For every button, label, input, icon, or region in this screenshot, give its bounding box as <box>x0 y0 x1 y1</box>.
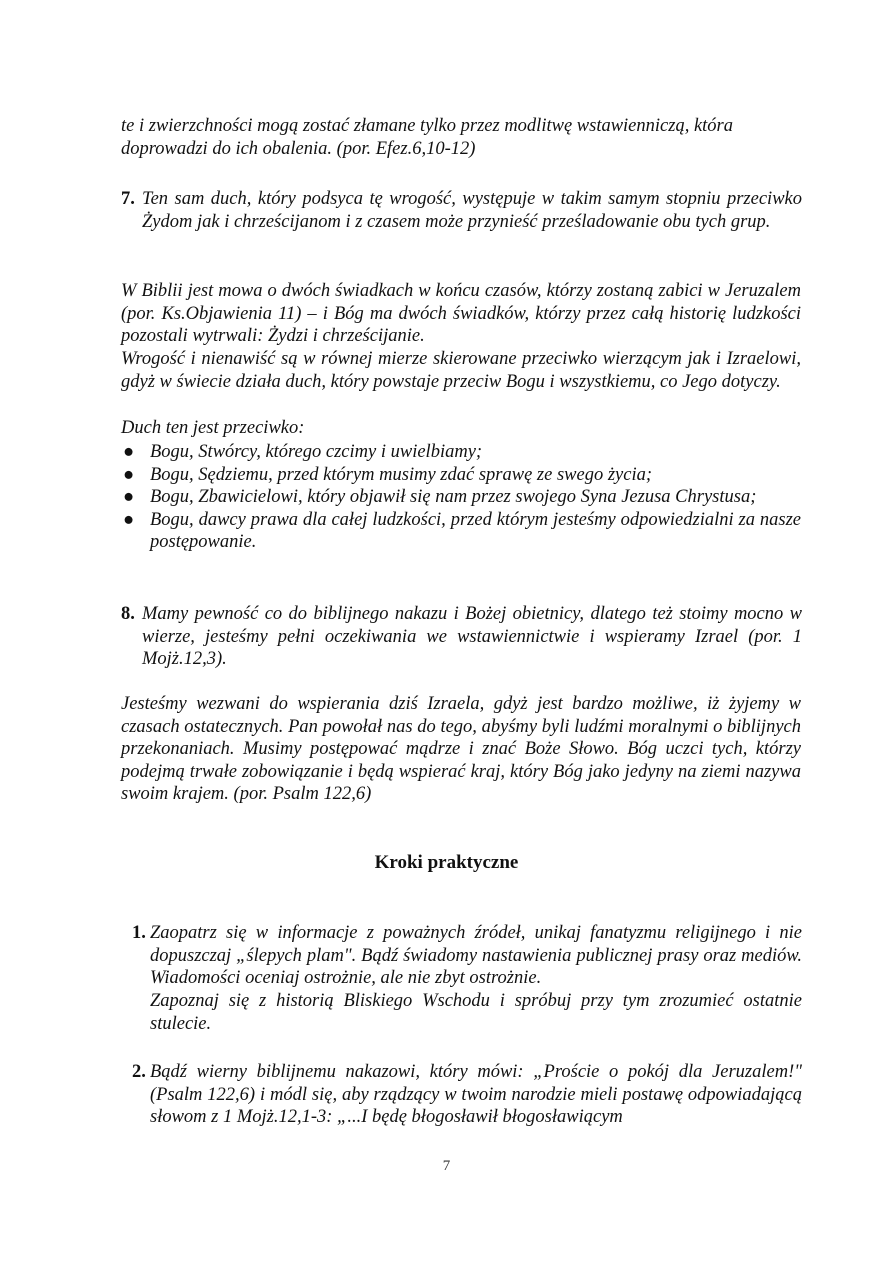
intro-line-2: doprowadzi do ich obalenia. (por. Efez.6,10-12) <box>121 138 476 159</box>
item-7-text: Ten sam duch, który podsyca tę wrogość, występuje w takim samym stopniu przeciwko Żydom jak i chrześcijanom i z czasem może przynieść prześladowanie obu tych grup. <box>142 189 802 232</box>
step-2-number: 2. <box>132 1062 146 1082</box>
step-2-text: Bądź wierny biblijnemu nakazowi, który mówi: „Proście o pokój dla Jeruzalem!" (Psalm 122,6) i módl się, aby rządzący w twoim narodzie mieli postawę odpowiadającą słowom z 1 Mojż.12,1-3: „...I będę błogosławił błogosławiącym <box>150 1062 802 1127</box>
list-item: ● Bogu, dawcy prawa dla całej ludzkości, przed którym jesteśmy odpowiedzialni za nasze postępowanie. <box>123 509 801 552</box>
page-number: 7 <box>442 1158 451 1174</box>
intro-paragraph <box>121 115 801 160</box>
bullet-icon: ● <box>123 487 135 507</box>
list-item: ● Bogu, Zbawicielowi, który objawił się nam przez swojego Syna Jezusa Chrystusa; <box>123 487 757 507</box>
item-7-number: 7. <box>121 189 135 209</box>
list-item: ● Bogu, Sędziemu, przed którym musimy zdać sprawę ze swego życia; <box>123 464 652 485</box>
hatred-paragraph: Wrogość i nienawiść są w równej mierze skierowane przeciwko wierzącym jak i Izraelowi, gdyż w świecie działa duch, który powstaje przeciw Bogu i wszystkiemu, co Jego dotyczy. <box>121 349 801 392</box>
step-1-number: 1. <box>132 923 146 943</box>
step-1-text-2: Zapoznaj się z historią Bliskiego Wschodu i spróbuj przy tym zrozumieć ostatnie stulecie. <box>150 991 802 1034</box>
step-1-text: Zaopatrz się w informacje z poważnych źródeł, unikaj fanatyzmu religijnego i nie dopuszczaj „ślepych plam". Bądź świadomy nastawienia publicznej prasy oraz mediów. Wiadomości oceniaj ostrożnie, ale nie zbyt ostrożnie. <box>150 923 802 988</box>
spirit-intro: Duch ten jest przeciwko: <box>121 418 305 438</box>
item-8-number: 8. <box>121 604 135 624</box>
bullet-icon: ● <box>123 509 135 530</box>
called-paragraph: Jesteśmy wezwani do wspierania dziś Izraela, gdyż jest bardzo możliwe, iż żyjemy w czasach ostatecznych. Pan powołał nas do tego, abyśmy byli ludźmi moralnymi o biblijnych przekonaniach. Musimy postępować mądrze i znać Boże Słowo. Bóg uczci tych, którzy podejmą trwałe zobowiązanie i będą wspierać kraj, który Bóg jako jedyny na ziemi nazywa swoim krajem. (por. Psalm 122,6) <box>121 694 801 804</box>
bullet-icon: ● <box>123 442 135 462</box>
witnesses-paragraph: W Biblii jest mowa o dwóch świadkach w końcu czasów, którzy zostaną zabici w Jeruzalem (por. Ks.Objawienia 11) – i Bóg ma dwóch świadków, którzy przez całą historię ludzkości pozostali wytrwali: Żydzi i chrześcijanie. <box>121 281 801 346</box>
intro-line-1: te i zwierzchności mogą zostać złamane tylko przez modlitwę wstawienniczą, która <box>121 116 733 136</box>
item-8-text: Mamy pewność co do biblijnego nakazu i Bożej obietnicy, dlatego też stoimy mocno w wierze, jesteśmy pełni oczekiwania we wstawiennictwie i wspieramy Izrael (por. 1 Mojż.12,3). <box>142 604 802 669</box>
list-item: ● Bogu, Stwórcy, którego czcimy i uwielbiamy; <box>123 442 483 462</box>
bullet-icon: ● <box>123 464 135 485</box>
section-heading: Kroki praktyczne <box>374 852 519 873</box>
spirit-against-list <box>121 441 801 554</box>
